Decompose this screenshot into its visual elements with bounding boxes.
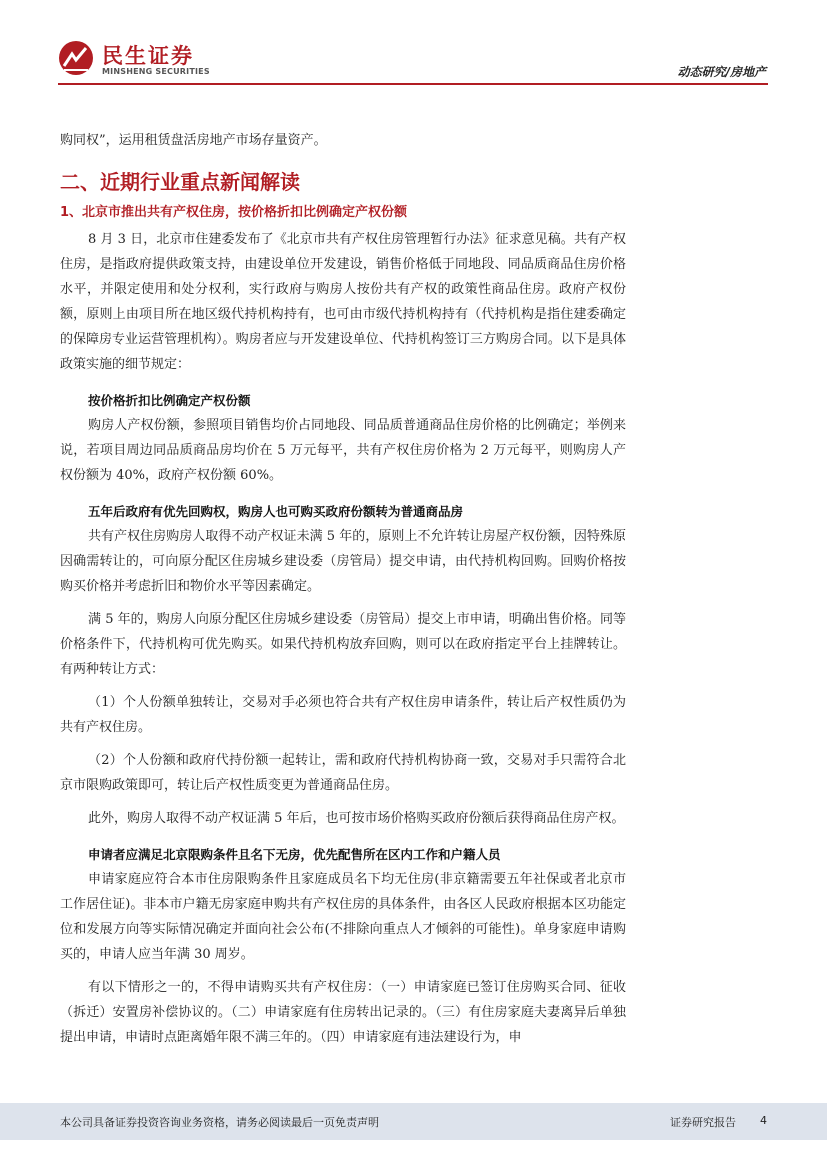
header-divider [58, 83, 768, 85]
page-number: 4 [760, 1114, 767, 1127]
paragraph: 共有产权住房购房人取得不动产权证未满 5 年的，原则上不允许转让房屋产权份额，因特殊原因确需转让的，可向原分配区住房城乡建设委（房管局）提交申请，由代持机构回购。回购价格按购买价格并考虑折旧和物价水平等因素确定。 [60, 529, 626, 594]
document-body [60, 128, 626, 1050]
header-category: 动态研究/房地产 [677, 65, 766, 79]
logo-text-en: MINSHENG SECURITIES [102, 67, 210, 76]
paragraph: （1）个人份额单独转让，交易对手必须也符合共有产权住房申请条件，转让后产权性质仍为共有产权住房。 [60, 695, 626, 735]
footer-report-type: 证券研究报告 [670, 1116, 736, 1129]
logo-text-cn: 民生证券 [102, 44, 194, 68]
paragraph: 此外，购房人取得不动产权证满 5 年后，也可按市场价格购买政府份额后获得商品住房产权。 [88, 811, 625, 826]
page-header [0, 0, 827, 90]
paragraph: 申请家庭应符合本市住房限购条件且家庭成员名下均无住房(非京籍需要五年社保或者北京市工作居住证)。非本市户籍无房家庭申购共有产权住房的具体条件，由各区人民政府根据本区功能定位和发展方向等实际情况确定并面向社会公布(不排除向重点人才倾斜的可能性)。单身家庭申请购买的，申请人应当年满 30 周岁。 [60, 872, 626, 962]
minsheng-logo-icon [58, 40, 94, 76]
paragraph: 8 月 3 日，北京市住建委发布了《北京市共有产权住房管理暂行办法》征求意见稿。共有产权住房，是指政府提供政策支持，由建设单位开发建设，销售价格低于同地段、同品质商品住房价格水平，并限定使用和处分权利，实行政府与购房人按份共有产权的政策性商品住房。政府产权份额，原则上由项目所在地区级代持机构持有，也可由市级代持机构持有（代持机构是指住建委确定的保障房专业运营管理机构）。购房者应与开发建设单位、代持机构签订三方购房合同。以下是具体政策实施的细节规定： [60, 232, 626, 372]
paragraph: （2）个人份额和政府代持份额一起转让，需和政府代持机构协商一致，交易对手只需符合北京市限购政策即可，转让后产权性质变更为普通商品住房。 [60, 753, 626, 793]
paragraph: 有以下情形之一的，不得申请购买共有产权住房：（一）申请家庭已签订住房购买合同、征收（拆迁）安置房补偿协议的。（二）申请家庭有住房转出记录的。（三）有住房家庭夫妻离异后单独提出申请，申请时点距离婚年限不满三年的。（四）申请家庭有违法建设行为，申 [60, 980, 626, 1045]
paragraph: 满 5 年的，购房人向原分配区住房城乡建设委（房管局）提交上市申请，明确出售价格。同等价格条件下，代持机构可优先购买。如果代持机构放弃回购，则可以在政府指定平台上挂牌转让。有两种转让方式： [60, 612, 626, 677]
section-heading: 二、近期行业重点新闻解读 [60, 170, 300, 194]
intro-paragraph: 购同权”，运用租赁盘活房地产市场存量资产。 [60, 133, 327, 148]
page-footer [0, 1103, 827, 1140]
subsection-heading: 1、北京市推出共有产权住房，按价格折扣比例确定产权份额 [60, 205, 408, 220]
footer-disclaimer: 本公司具备证券投资咨询业务资格，请务必阅读最后一页免责声明 [60, 1116, 379, 1129]
bold-heading-eligibility: 申请者应满足北京限购条件且名下无房，优先配售所在区内工作和户籍人员 [88, 847, 501, 862]
paragraph: 购房人产权份额，参照项目销售均价占同地段、同品质普通商品住房价格的比例确定；举例来说，若项目周边同品质商品房均价在 5 万元每平，共有产权住房价格为 2 万元每平，则购房人产权份额为 40%，政府产权份额 60%。 [60, 418, 626, 483]
bold-heading-share: 按价格折扣比例确定产权份额 [88, 393, 251, 408]
bold-heading-buyback: 五年后政府有优先回购权，购房人也可购买政府份额转为普通商品房 [88, 504, 464, 519]
